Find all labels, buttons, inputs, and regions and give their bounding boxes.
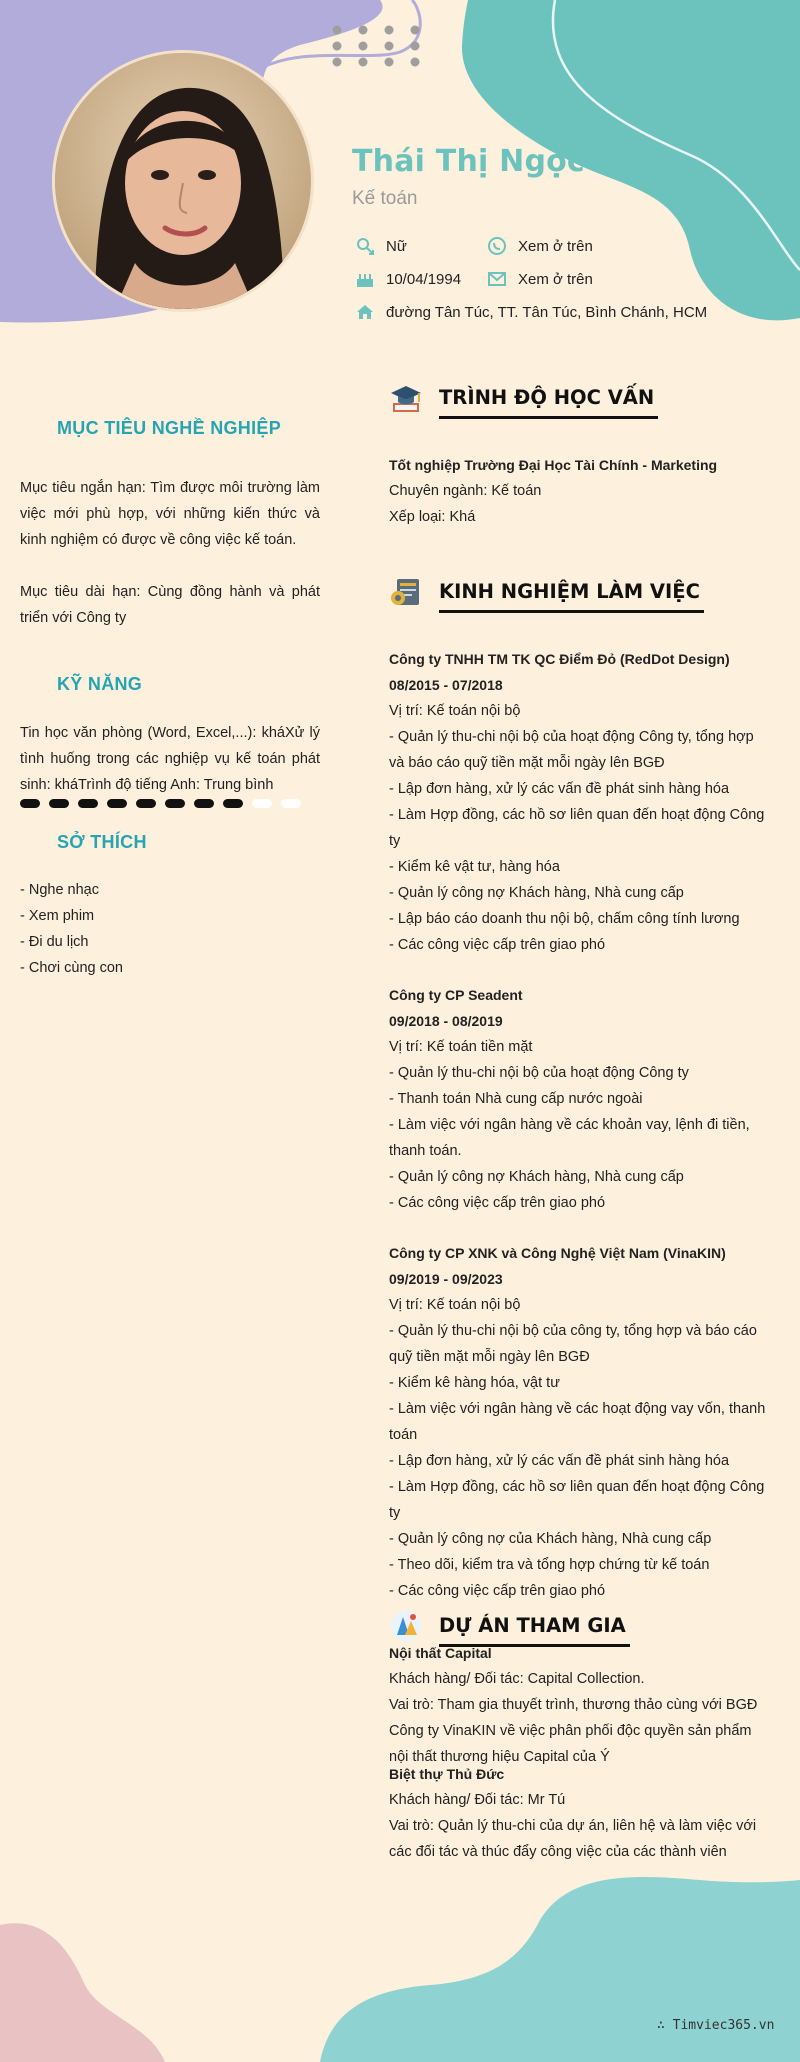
skill-dot (49, 799, 69, 808)
email-value: Xem ở trên (518, 270, 593, 288)
objective-short-term: Mục tiêu ngắn hạn: Tìm được môi trường làm việc mới phù hợp, với những kiến thức và kinh nghiệm có được về công việc kế toán. (20, 480, 320, 548)
skill-dot (281, 799, 301, 808)
job-company: Công ty TNHH TM TK QC Điểm Đỏ (RedDot Design) (389, 651, 730, 667)
project-entry (389, 1640, 769, 1770)
project-entry (389, 1761, 769, 1865)
hobby-item: - Chơi cùng con (20, 960, 124, 976)
portrait-image (55, 53, 311, 309)
avatar (52, 50, 314, 312)
job-company: Công ty CP Seadent (389, 987, 523, 1003)
skill-level-bar (20, 799, 301, 808)
education-title: TRÌNH ĐỘ HỌC VẤN (439, 386, 658, 419)
email-row (486, 269, 593, 289)
project-line: Khách hàng/ Đối tác: Capital Collection. (389, 1671, 645, 1687)
project-line: Vai trò: Quản lý thu-chi của dự án, liên hệ và làm việc với các đối tác và thúc đẩy công việc của các thành viên (389, 1818, 757, 1860)
project-line: Khách hàng/ Đối tác: Mr Tú (389, 1792, 566, 1808)
job-line: - Thanh toán Nhà cung cấp nước ngoài (389, 1091, 643, 1107)
job-period: 09/2019 - 09/2023 (389, 1271, 503, 1287)
experience-icon (389, 575, 423, 609)
pink-blob-bottom (0, 1923, 165, 2062)
job-title: Kế toán (352, 188, 418, 209)
email-icon (486, 269, 508, 289)
skill-dot (20, 799, 40, 808)
job-line: - Quản lý thu-chi nội bộ của công ty, tổng hợp và báo cáo quỹ tiền mặt mỗi ngày lên BGĐ (389, 1323, 757, 1365)
job-line: - Lập đơn hàng, xử lý các vấn đề phát sinh hàng hóa (389, 781, 730, 797)
job-line: - Làm việc với ngân hàng về các hoạt động vay vốn, thanh toán (389, 1401, 766, 1443)
job-line: - Làm Hợp đồng, các hồ sơ liên quan đến hoạt động Công ty (389, 807, 765, 849)
job-period: 08/2015 - 07/2018 (389, 677, 503, 693)
skill-dot (107, 799, 127, 808)
gender-icon (354, 236, 376, 256)
skill-dot (223, 799, 243, 808)
experience-heading (389, 570, 704, 613)
job-line: - Làm Hợp đồng, các hồ sơ liên quan đến hoạt động Công ty (389, 1479, 765, 1521)
phone-row (486, 236, 593, 256)
graduation-cap-icon (389, 381, 423, 415)
job-line: - Lập đơn hàng, xử lý các vấn đề phát sinh hàng hóa (389, 1453, 730, 1469)
hobby-item: - Đi du lịch (20, 934, 89, 950)
job-line: Vị trí: Kế toán nội bộ (389, 703, 521, 719)
education-grade: Xếp loại: Khá (389, 509, 476, 525)
skills-title: KỸ NĂNG (57, 674, 143, 694)
gender-value: Nữ (386, 237, 407, 255)
projects-title: DỰ ÁN THAM GIA (439, 1614, 630, 1647)
job-period: 09/2018 - 08/2019 (389, 1013, 503, 1029)
job-line: - Kiểm kê hàng hóa, vật tư (389, 1375, 560, 1391)
skill-dot (165, 799, 185, 808)
job-line: - Lập báo cáo doanh thu nội bộ, chấm công tính lương (389, 911, 740, 927)
project-name: Biệt thự Thủ Đức (389, 1766, 505, 1782)
gender-row (354, 236, 407, 256)
experience-title: KINH NGHIỆM LÀM VIỆC (439, 580, 704, 613)
job-line: - Các công việc cấp trên giao phó (389, 1583, 606, 1599)
skill-dot (194, 799, 214, 808)
job-line: - Theo dõi, kiểm tra và tổng hợp chứng từ kế toán (389, 1557, 710, 1573)
address-row (354, 302, 707, 322)
education-heading (389, 376, 658, 419)
project-line: Vai trò: Tham gia thuyết trình, thương thảo cùng với BGĐ Công ty VinaKIN về việc phân phối độc quyền sản phẩm nội thất thương hiệu Capital của Ý (389, 1697, 758, 1765)
hobby-item: - Nghe nhạc (20, 882, 99, 898)
job-line: - Quản lý thu-chi nội bộ của hoạt động Công ty (389, 1065, 689, 1081)
job-company: Công ty CP XNK và Công Nghệ Việt Nam (VinaKIN) (389, 1245, 726, 1261)
phone-value: Xem ở trên (518, 237, 593, 255)
birthday-cake-icon (354, 269, 376, 289)
project-icon (389, 1609, 423, 1643)
objective-title: MỤC TIÊU NGHỀ NGHIỆP (57, 418, 282, 438)
skills-text: Tin học văn phòng (Word, Excel,...): kháXử lý tình huống trong các nghiệp vụ kế toán phát sinh: kháTrình độ tiếng Anh: Trung bình (20, 725, 320, 793)
job-entry (389, 646, 769, 958)
hobbies-list (20, 877, 123, 981)
home-icon (354, 302, 376, 322)
teal-blob-bottom (320, 1877, 800, 2062)
job-line: - Quản lý công nợ Khách hàng, Nhà cung cấp (389, 885, 684, 901)
objective-long-term: Mục tiêu dài hạn: Cùng đồng hành và phát triển với Công ty (20, 584, 320, 626)
footer-brand: ∴ Timviec365.vn (657, 2018, 775, 2033)
job-line: Vị trí: Kế toán nội bộ (389, 1297, 521, 1313)
skill-dot (136, 799, 156, 808)
job-line: - Làm việc với ngân hàng về các khoản vay, lệnh đi tiền, thanh toán. (389, 1117, 750, 1159)
birthdate-value: 10/04/1994 (386, 270, 462, 288)
project-name: Nội thất Capital (389, 1645, 492, 1661)
skill-dot (78, 799, 98, 808)
education-block (389, 452, 769, 530)
job-line: - Quản lý công nợ của Khách hàng, Nhà cung cấp (389, 1531, 712, 1547)
skill-dot (252, 799, 272, 808)
job-line: - Quản lý thu-chi nội bộ của hoạt động Công ty, tổng hợp và báo cáo quỹ tiền mặt mỗi ngày lên BGĐ (389, 729, 754, 771)
job-line: - Quản lý công nợ Khách hàng, Nhà cung cấp (389, 1169, 684, 1185)
job-entry (389, 982, 769, 1216)
birthdate-row (354, 269, 461, 289)
job-line: - Kiểm kê vật tư, hàng hóa (389, 859, 560, 875)
education-major: Chuyên ngành: Kế toán (389, 483, 542, 499)
phone-icon (486, 236, 508, 256)
job-line: - Các công việc cấp trên giao phó (389, 937, 606, 953)
job-entry (389, 1240, 769, 1604)
hobbies-title: SỞ THÍCH (57, 832, 147, 852)
address-value: đường Tân Túc, TT. Tân Túc, Bình Chánh, HCM (386, 303, 708, 321)
job-line: Vị trí: Kế toán tiền mặt (389, 1039, 533, 1055)
job-line: - Các công việc cấp trên giao phó (389, 1195, 606, 1211)
education-school: Tốt nghiệp Trường Đại Học Tài Chính - Marketing (389, 457, 718, 473)
candidate-name: Thái Thị Ngọc Hiếu (352, 144, 674, 179)
hobby-item: - Xem phim (20, 908, 95, 924)
